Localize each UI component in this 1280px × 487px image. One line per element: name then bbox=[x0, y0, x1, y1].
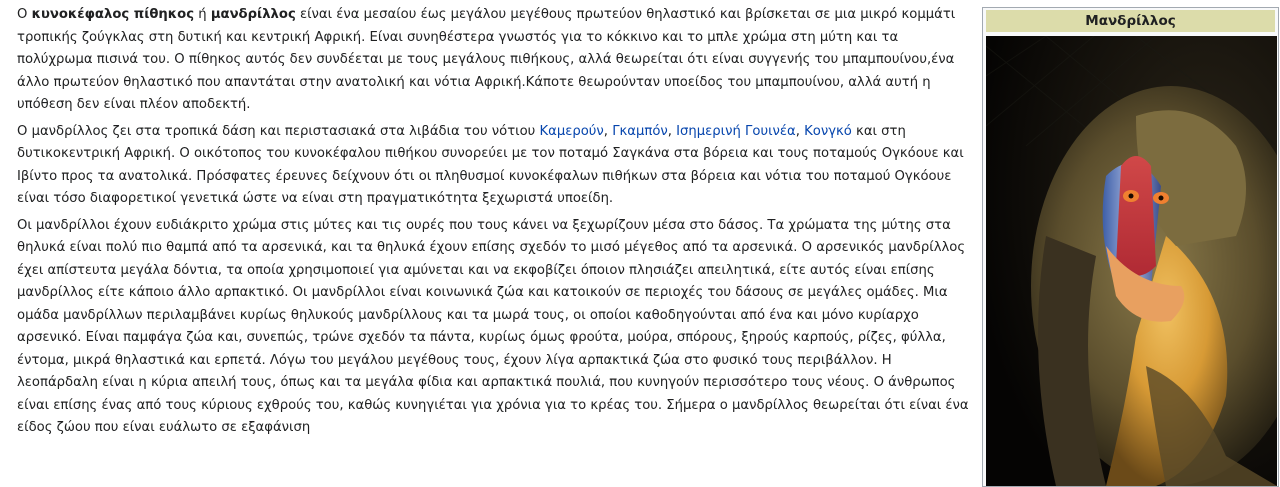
paragraph-intro bbox=[17, 4, 972, 117]
text: είναι ένα μεσαίου έως μεγάλου μεγέθους πρωτεύον θηλαστικό και βρίσκεται σε μια μικρό κομμάτι τροπικής ζούγκλας στη δυτική και κεντρική Αφρική. Είναι συνηθέστερα γνωστός για το κόκκινο και το μπλε χρώμα στη μύτη και τα πολύχρωμα πισινά του. Ο πίθηκος αυτός δεν συνδέεται με τους μεγάλους πιθήκους, αλλά θεωρείται ότι είναι συγγενής του μπαμπουίνου,ένα άλλο πρωτεύον θηλαστικό που απαντάται στην ανατολική και νότια Αφρική.Κάποτε θεωρούνταν υποείδος του μπαμπουίνου, αλλά αυτή η υπόθεση δεν είναι πλέον αποδεκτή. bbox=[17, 7, 956, 112]
text: ή bbox=[194, 7, 211, 22]
bold-term: κυνοκέφαλος πίθηκος bbox=[31, 7, 195, 22]
link-congo[interactable]: Κονγκό bbox=[804, 123, 852, 139]
text: Ο μανδρίλλος ζει στα τροπικά δάση και περιστασιακά στα λιβάδια του νότιου bbox=[17, 123, 540, 139]
bold-term: μανδρίλλος bbox=[210, 7, 296, 22]
paragraph-description: Οι μανδρίλλοι έχουν ευδιάκριτο χρώμα στις μύτες και τις ουρές που τους κάνει να ξεχωρίζουν μέσα στο δάσος. Τα χρώματα της μύτης στα θηλυκά είναι πολύ πιο θαμπά από τα αρσενικά, και τα θηλυκά έχουν επίσης σχεδόν το μισό μέγεθος από τα αρσενικά. Ο αρσενικός μανδρίλλος έχει απίστευτα μεγάλα δόντια, τα οποία χρησιμοποιεί για αμύνεται και να εκφοβίζει όποιον πλησιάζει απειλητικά, είτε αυτός είναι επίσης μανδρίλλος είτε κάποιο άλλο αρπακτικό. Οι μανδρίλλοι είναι κοινωνικά ζώα και κατοικούν σε περιοχές του δάσους σε μεγάλες ομάδες. Μια ομάδα μανδρίλλων περιλαμβάνει κυρίως θηλυκούς μανδρίλλους και τα μωρά τους, οι οποίοι καθοδηγούνται από ένα και μόνο κυρίαρχο αρσενικό. Είναι παμφάγα ζώα και, συνεπώς, τρώνε σχεδόν τα πάντα, κυρίως όμως φρούτα, μούρα, σπόρους, ξηρούς καρπούς, ρίζες, φύλλα, έντομα, μικρά θηλαστικά και ερπετά. Λόγω του μεγάλου μεγέθους τους, έχουν λίγα αρπακτικά ζώα στο φυσικό τους περιβάλλον. Η λεοπάρδαλη είναι η κύρια απειλή τους, όπως και τα μεγάλα φίδια και αρπακτικά πουλιά, που κυνηγούν περισσότερο τους νέους. Ο άνθρωπος είναι επίσης ένας από τους κύριους εχθρούς του, καθώς κυνηγιέται για χρόνια για το κρέας του. Σήμερα ο μανδρίλλος θεωρείται ότι είναι ένα είδος ζώου που είναι ευάλωτο σε εξαφάνιση bbox=[17, 217, 969, 435]
infobox-title: Μανδρίλλος bbox=[986, 10, 1275, 32]
text: , bbox=[603, 123, 613, 139]
text: και στη δυτικοκεντρική Αφρική. Ο οικότοπος του κυνοκέφαλου πιθήκου συνορεύει με τον ποταμό Σαγκάνα στα βόρεια και τους ποταμούς Ογκόουε και Ιβίντο προς τα ανατολικά. Πρόσφατες έρευνες δείχνουν ότι οι πληθυσμοί κυνοκέφαλων πιθήκων στα βόρεια και νότια του ποταμού Ογκόουε είναι τόσο διαφορετικοί γενετικά ώστε να είναι στη πραγματικότητα ξεχωριστά υποείδη. bbox=[17, 123, 964, 206]
text: Ο bbox=[17, 7, 32, 22]
paragraph-habitat bbox=[17, 121, 972, 211]
infobox bbox=[982, 7, 1279, 487]
link-equatorial-guinea[interactable]: Ισημερινή Γουινέα bbox=[676, 123, 796, 139]
text: , bbox=[667, 123, 677, 139]
link-cameroon[interactable]: Καμερούν bbox=[539, 123, 604, 139]
mandrill-illustration bbox=[986, 36, 1277, 486]
article-body bbox=[17, 4, 972, 444]
mandrill-photo[interactable] bbox=[986, 36, 1277, 486]
link-gabon[interactable]: Γκαμπόν bbox=[612, 123, 668, 139]
text: , bbox=[795, 123, 805, 139]
